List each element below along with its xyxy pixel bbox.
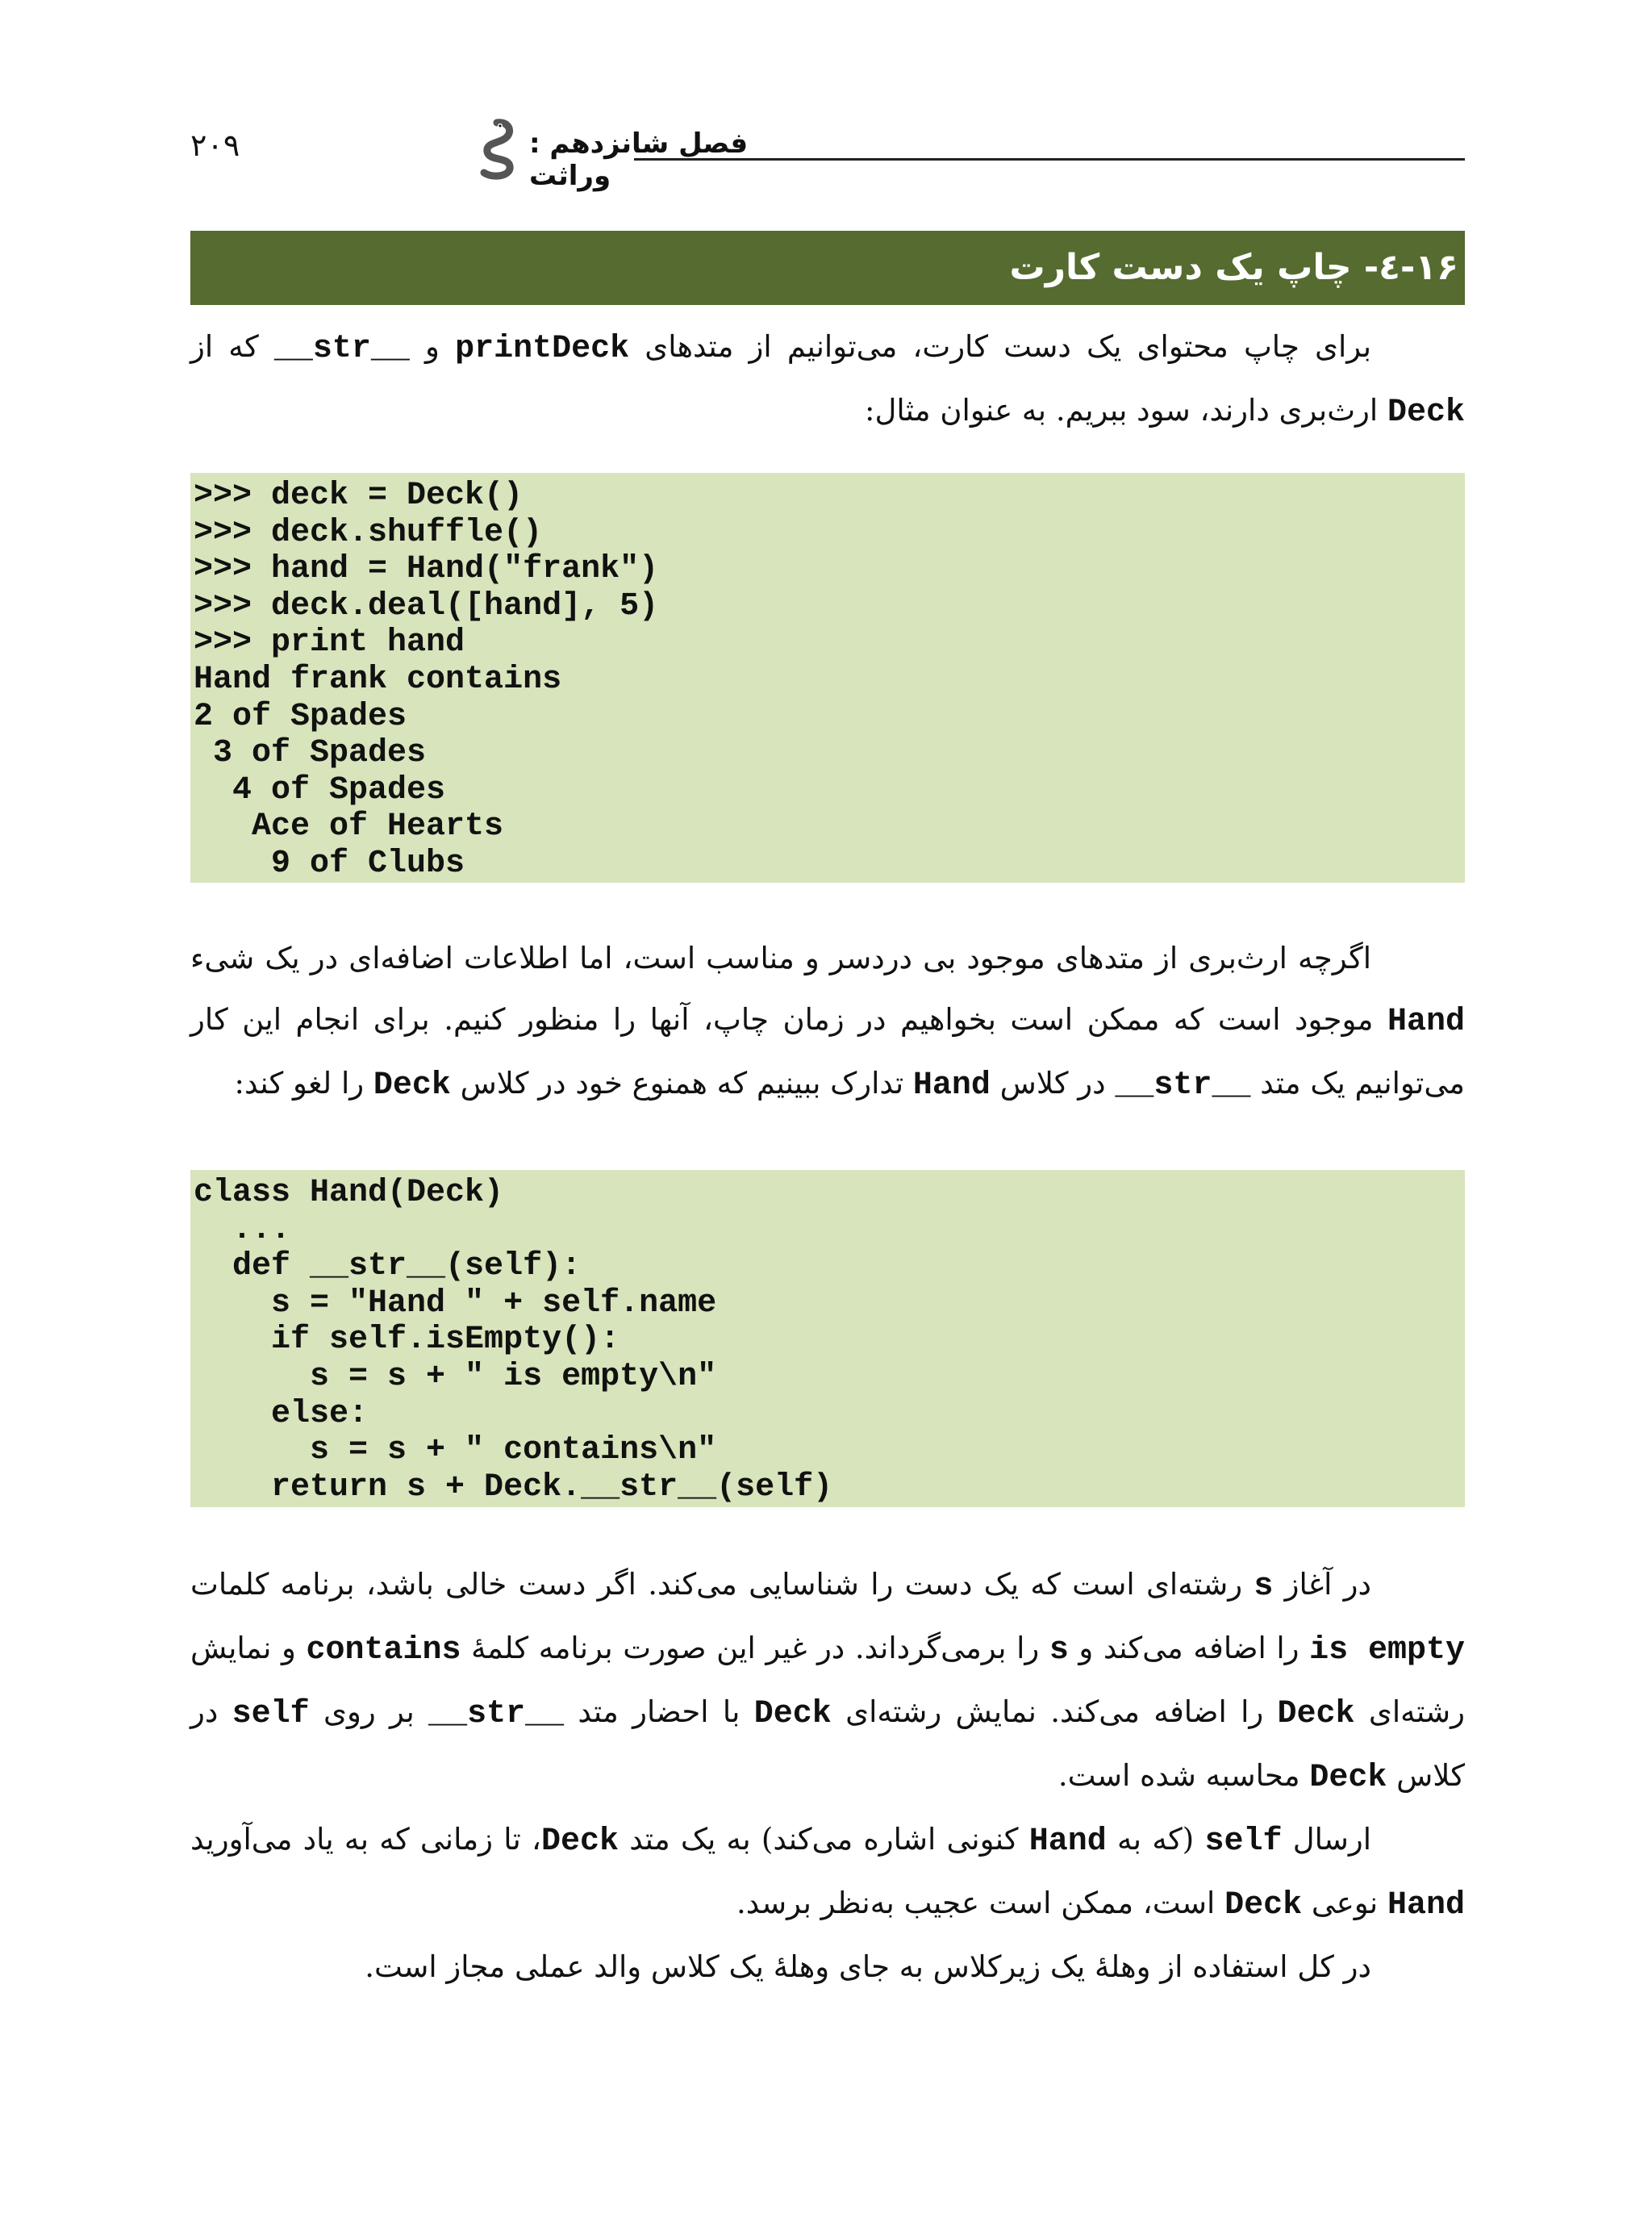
code-lines (194, 478, 1462, 883)
inline-code: Hand (912, 1067, 991, 1104)
explanation-paragraph (190, 1554, 1465, 1809)
section-title: ۱۶-٤- چاپ یک دست کارت (190, 231, 1465, 305)
text-run: که از (190, 329, 274, 364)
inline-code: Deck (373, 1067, 451, 1104)
inline-code: Deck (753, 1696, 832, 1732)
text-run: و (409, 329, 456, 364)
text-run: برای چاپ محتوای یک دست کارت، می‌توانیم از متدهای (629, 329, 1372, 364)
text-run: اگرچه ارث‌بری از متدهای موجود بی دردسر و مناسب است، اما اطلاعات اضافه‌ای در یک شیء (190, 941, 1371, 975)
inline-code: printDeck (455, 331, 630, 367)
inline-code: s (1254, 1569, 1274, 1605)
code-line: 2 of Spades (194, 698, 407, 735)
conclusion-paragraph: در کل استفاده از وهلهٔ یک زیرکلاس به جای وهلهٔ یک کلاس والد عملی مجاز است. (365, 1949, 1371, 1984)
code-line: >>> hand = Hand("frank") (194, 551, 659, 588)
inline-code: s (1049, 1632, 1069, 1669)
code-line: ... (194, 1211, 291, 1248)
code-block-example (190, 473, 1465, 883)
text-run: ارسال (1282, 1822, 1372, 1857)
text-run: موجود است که ممکن است بخواهیم در زمان چاپ، آنها را منظور کنیم. برای انجام این کار می‌توانیم یک متد (190, 1002, 1465, 1101)
inline-code: __str__ (273, 331, 410, 367)
inline-code: self (232, 1696, 310, 1732)
code-line: class Hand(Deck) (194, 1175, 504, 1211)
inline-code: contains (306, 1632, 461, 1669)
code-line: 3 of Spades (194, 735, 427, 772)
code-line: >>> deck.shuffle() (194, 514, 543, 551)
text-run: تدارک ببینیم که همنوع خود در کلاس (450, 1066, 913, 1101)
text-run: در کلاس (990, 1066, 1116, 1101)
inline-code: is empty (1309, 1632, 1465, 1669)
inline-code: Deck (1224, 1887, 1303, 1924)
text-run: با احضار متد (564, 1694, 754, 1729)
text-run: رشته‌ای است که یک دست را شناسایی می‌کند. اگر دست خالی باشد، برنامه کلمات (190, 1567, 1254, 1602)
inline-code: Hand (1028, 1824, 1107, 1860)
explanation-paragraphs (190, 1554, 1465, 1998)
code-line: 4 of Spades (194, 771, 446, 808)
text-run: ، تا زمانی که به یاد می‌آورید (190, 1822, 542, 1857)
text-run: را اضافه می‌کند. نمایش رشته‌ای (831, 1694, 1278, 1729)
code-lines (194, 1175, 1462, 1506)
self-paragraph (190, 1809, 1465, 1936)
override-paragraph (190, 928, 1465, 1117)
inline-code: self (1204, 1824, 1283, 1860)
code-line: def __str__(self): (194, 1248, 582, 1285)
code-line: return s + Deck.__str__(self) (194, 1468, 833, 1506)
text-run: را برمی‌گرداند. در غیر این صورت برنامه کلمهٔ (461, 1631, 1049, 1665)
intro-paragraph (190, 316, 1465, 444)
code-line: Ace of Hearts (194, 808, 504, 846)
inline-code: Deck (541, 1824, 620, 1860)
code-line: s = "Hand " + self.name (194, 1285, 717, 1322)
code-line: Hand frank contains (194, 661, 562, 698)
inline-code: Deck (1387, 395, 1465, 431)
text-run: محاسبه شده است. (1058, 1758, 1310, 1793)
text-run: در آغاز (1273, 1567, 1372, 1602)
chapter-title: فصل شانزدهم : وراثت (529, 127, 749, 192)
text-run: ارث‌بری دارند، سود ببریم. به عنوان مثال: (865, 393, 1387, 428)
text-run: (که به (1106, 1822, 1205, 1857)
code-line: else: (194, 1395, 369, 1432)
code-line: >>> deck = Deck() (194, 478, 524, 514)
inline-code: __str__ (428, 1696, 565, 1732)
snake-mascot-icon (473, 116, 521, 181)
inline-code: Hand (1387, 1004, 1465, 1040)
inline-code: Hand (1387, 1887, 1465, 1924)
inline-code: Deck (1277, 1696, 1355, 1732)
text-run: را لغو کند: (234, 1066, 373, 1101)
text-run: بر روی (309, 1694, 429, 1729)
code-line: if self.isEmpty(): (194, 1322, 620, 1359)
inline-code: Deck (1309, 1760, 1387, 1796)
text-run: و نمایش رشته‌ای (190, 1631, 1465, 1729)
page-header (190, 113, 1465, 192)
code-line: s = s + " contains\n" (194, 1432, 717, 1469)
inline-code: __str__ (1115, 1067, 1251, 1104)
text-run: نوعی (1302, 1886, 1387, 1920)
text-run: را اضافه می‌کند و (1068, 1631, 1310, 1665)
code-line: >>> deck.deal([hand], 5) (194, 587, 659, 625)
code-line: s = s + " is empty\n" (194, 1358, 717, 1395)
text-run: است، ممکن است عجیب به‌نظر برسد. (736, 1886, 1225, 1920)
code-line: 9 of Clubs (194, 845, 465, 882)
text-run: کنونی اشاره می‌کند) به یک متد (619, 1822, 1029, 1857)
code-block-hand-class (190, 1170, 1465, 1507)
page-number: ۲۰۹ (190, 127, 240, 163)
code-line: >>> print hand (194, 625, 465, 662)
text-run: در کلاس (190, 1694, 1465, 1793)
